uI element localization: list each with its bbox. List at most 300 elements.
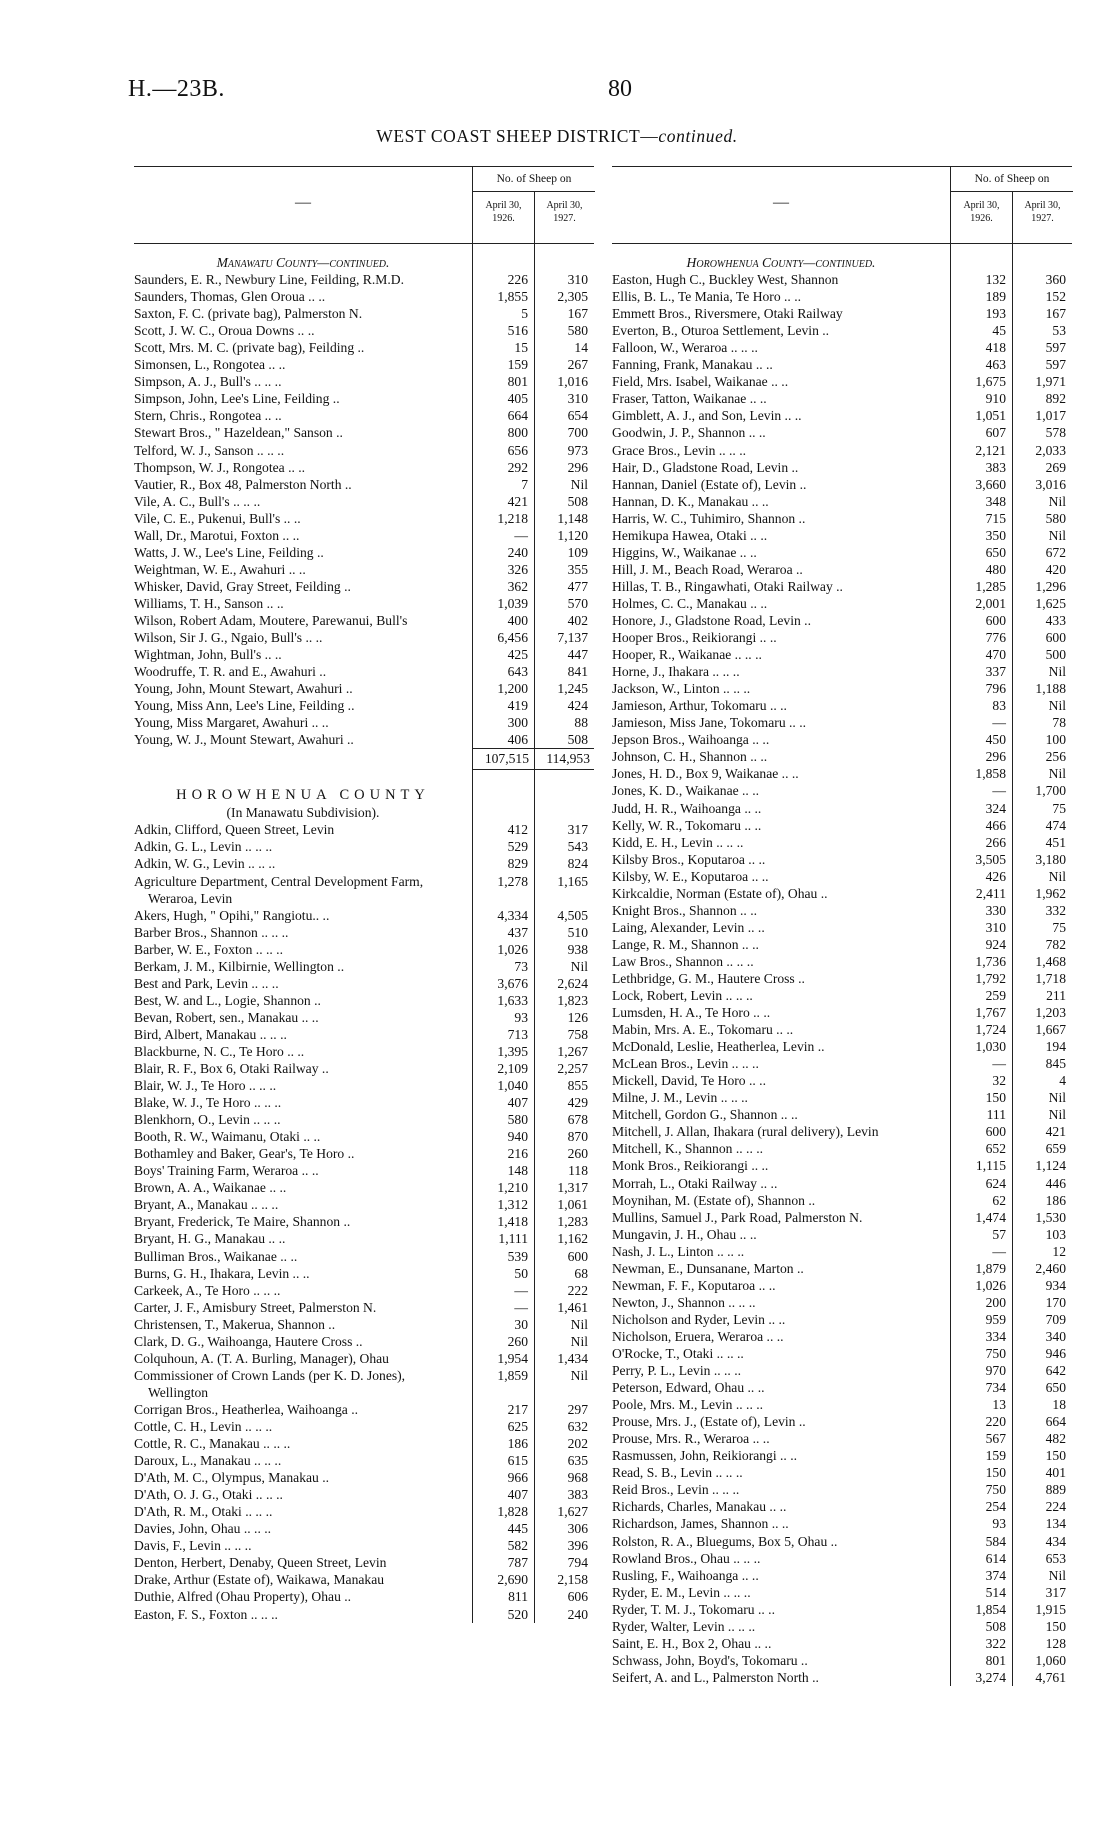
sheep-1926: 348 xyxy=(985,493,1006,509)
table-row xyxy=(134,510,594,527)
holder-name: Davis, F., Levin .. .. .. xyxy=(134,1538,252,1554)
sheep-1926: 1,675 xyxy=(975,374,1006,390)
table-row xyxy=(612,1669,1072,1686)
table-row xyxy=(612,987,1072,1004)
sheep-1926: 584 xyxy=(985,1533,1006,1549)
sheep-1926: 15 xyxy=(514,340,528,356)
holder-name: Rusling, F., Waihoanga .. .. xyxy=(612,1567,759,1583)
table-row xyxy=(612,305,1072,322)
sheep-1927: 224 xyxy=(1045,1499,1066,1515)
holder-name: Lange, R. M., Shannon .. .. xyxy=(612,936,759,952)
holder-name: Drake, Arthur (Estate of), Waikawa, Manakau xyxy=(134,1572,385,1588)
sheep-1927: 1,203 xyxy=(1035,1005,1066,1021)
sheep-1927: 240 xyxy=(567,1606,588,1622)
sheep-1927: 186 xyxy=(1045,1192,1066,1208)
sheep-1926: 200 xyxy=(985,1294,1006,1310)
table-row xyxy=(612,1106,1072,1123)
sheep-1927: 126 xyxy=(567,1009,588,1025)
table-row xyxy=(134,1316,594,1333)
sheep-1926: 3,660 xyxy=(975,476,1006,492)
holder-name: Saunders, E. R., Newbury Line, Feilding, R.M.D. xyxy=(134,272,404,288)
holder-name: Williams, T. H., Sanson .. .. xyxy=(134,595,284,611)
holder-name: Easton, F. S., Foxton .. .. .. xyxy=(134,1606,278,1622)
sheep-1926: 463 xyxy=(985,357,1006,373)
sheep-1927: 1,317 xyxy=(557,1180,588,1196)
table-row xyxy=(612,1055,1072,1072)
table-row xyxy=(612,1243,1072,1260)
sheep-1927: 4,505 xyxy=(557,907,588,923)
sheep-1926: 811 xyxy=(508,1589,528,1605)
table-row xyxy=(612,612,1072,629)
table-row xyxy=(612,595,1072,612)
table-row xyxy=(612,578,1072,595)
sheep-1927: 421 xyxy=(1045,1124,1066,1140)
table-row xyxy=(612,851,1072,868)
holder-name: Stern, Chris., Rongotea .. .. xyxy=(134,408,282,424)
holder-name: Cottle, R. C., Manakau .. .. .. xyxy=(134,1436,291,1452)
table-row xyxy=(612,1379,1072,1396)
sheep-1926: 13 xyxy=(992,1397,1006,1413)
sheep-1926: 1,026 xyxy=(975,1277,1006,1293)
sheep-1927: 1,468 xyxy=(1035,953,1066,969)
sheep-1927: 424 xyxy=(567,698,588,714)
sheep-1927: 946 xyxy=(1045,1346,1066,1361)
sheep-1927: Nil xyxy=(1048,1567,1066,1583)
sheep-1926: 189 xyxy=(985,289,1006,305)
holder-name: Bird, Albert, Manakau .. .. .. xyxy=(134,1026,287,1042)
sheep-1926: 425 xyxy=(507,647,528,663)
sheep-1927: 401 xyxy=(1045,1465,1066,1481)
sheep-1927: 68 xyxy=(574,1265,588,1281)
holder-name: Colquhoun, A. (T. A. Burling, Manager), Ohau xyxy=(134,1350,389,1366)
name-column-header: — xyxy=(773,194,789,211)
table-row xyxy=(134,1503,594,1520)
holder-name: Ryder, Walter, Levin .. .. .. xyxy=(612,1618,756,1634)
table-row xyxy=(612,424,1072,441)
holder-name: Young, W. J., Mount Stewart, Awahuri .. xyxy=(134,732,354,748)
sheep-1926: 83 xyxy=(992,698,1006,714)
sheep-1927: 2,033 xyxy=(1035,442,1066,458)
holder-name: Horne, J., Ihakara .. .. .. xyxy=(612,664,740,680)
sheep-1927: 88 xyxy=(574,715,588,731)
sheep-1927: Nil xyxy=(1048,664,1066,680)
sheep-1926: 567 xyxy=(985,1431,1006,1447)
table-row xyxy=(612,390,1072,407)
sheep-1926: 334 xyxy=(985,1328,1006,1344)
sheep-1927: 477 xyxy=(567,578,588,594)
holder-name: Corrigan Bros., Heatherlea, Waihoanga .. xyxy=(134,1401,359,1417)
table-row xyxy=(134,1213,594,1230)
sheep-1926: 970 xyxy=(985,1363,1006,1379)
page-number: 80 xyxy=(608,76,632,102)
table-row xyxy=(612,1652,1072,1669)
holder-name: Christensen, T., Makerua, Shannon .. xyxy=(134,1316,336,1332)
holder-name: Agriculture Department, Central Development Farm, Weraroa, Levin xyxy=(134,873,424,906)
sheep-1926: 132 xyxy=(985,272,1006,288)
sheep-1926: 73 xyxy=(514,958,528,974)
holder-name: Lumsden, H. A., Te Horo .. .. xyxy=(612,1005,771,1021)
holder-name: Boys' Training Farm, Weraroa .. .. xyxy=(134,1163,319,1179)
table-row xyxy=(612,748,1072,765)
sheep-1926: 1,026 xyxy=(497,941,528,957)
sheep-1927: 664 xyxy=(1045,1414,1066,1430)
holder-name: D'Ath, O. J. G., Otaki .. .. .. xyxy=(134,1487,283,1503)
holder-name: Ryder, T. M. J., Tokomaru .. .. xyxy=(612,1601,775,1617)
sheep-1926: 57 xyxy=(992,1226,1006,1242)
sheep-1927: Nil xyxy=(1048,766,1066,782)
sheep-1927: 446 xyxy=(1045,1175,1066,1191)
sheep-1926: 186 xyxy=(507,1436,528,1452)
sheep-count-group-header: No. of Sheep on xyxy=(472,167,595,192)
table-row xyxy=(134,288,594,305)
table-row xyxy=(612,919,1072,936)
table-row xyxy=(612,442,1072,459)
holder-name: Vautier, R., Box 48, Palmerston North .. xyxy=(134,476,352,492)
sheep-1926: — xyxy=(992,783,1006,799)
sheep-1926: 1,040 xyxy=(497,1078,528,1094)
holder-name: Jones, H. D., Box 9, Waikanae .. .. xyxy=(612,766,799,782)
table-row xyxy=(612,1430,1072,1447)
holder-name: Weightman, W. E., Awahuri .. .. xyxy=(134,561,306,577)
holder-name: Davies, John, Ohau .. .. .. xyxy=(134,1521,272,1537)
holder-name: Moynihan, M. (Estate of), Shannon .. xyxy=(612,1192,816,1208)
holder-name: Peterson, Edward, Ohau .. .. xyxy=(612,1380,765,1396)
sheep-1926: 406 xyxy=(507,732,528,748)
sheep-1927: 1,823 xyxy=(557,992,588,1008)
holder-name: Bryant, Frederick, Te Maire, Shannon .. xyxy=(134,1214,351,1230)
holder-name: Higgins, W., Waikanae .. .. xyxy=(612,544,757,560)
sheep-1927: 396 xyxy=(567,1538,588,1554)
holder-name: D'Ath, M. C., Olympus, Manakau .. xyxy=(134,1470,330,1486)
holder-name: Jamieson, Miss Jane, Tokomaru .. .. xyxy=(612,715,807,731)
holder-name: Burns, G. H., Ihakara, Levin .. .. xyxy=(134,1265,310,1281)
table-row xyxy=(134,1230,594,1247)
table-row xyxy=(612,782,1072,799)
table-row xyxy=(612,970,1072,987)
sheep-1927: 103 xyxy=(1045,1226,1066,1242)
holder-name: Bevan, Robert, sen., Manakau .. .. xyxy=(134,1009,319,1025)
sheep-1927: 654 xyxy=(567,408,588,424)
sheep-1926: 520 xyxy=(507,1606,528,1622)
sheep-1927: 383 xyxy=(567,1487,588,1503)
holder-name: Brown, A. A., Waikanae .. .. xyxy=(134,1180,287,1196)
sheep-1927: 1,148 xyxy=(557,510,588,526)
holder-name: Perry, P. L., Levin .. .. .. xyxy=(612,1363,742,1379)
sheep-1927: 4,761 xyxy=(1035,1669,1066,1685)
holder-name: Fraser, Tatton, Waikanae .. .. xyxy=(612,391,767,407)
sheep-1927: 402 xyxy=(567,612,588,628)
holder-name: Jackson, W., Linton .. .. .. xyxy=(612,681,751,697)
table-row xyxy=(134,1418,594,1435)
sheep-1926: 1,474 xyxy=(975,1209,1006,1225)
sheep-1926: 713 xyxy=(507,1026,528,1042)
holder-name: Simpson, John, Lee's Line, Feilding .. xyxy=(134,391,340,407)
sheep-1926: 1,879 xyxy=(975,1260,1006,1276)
table-row xyxy=(134,305,594,322)
sheep-1926: 405 xyxy=(507,391,528,407)
sheep-1927: 202 xyxy=(567,1436,588,1452)
table-row xyxy=(134,1145,594,1162)
sheep-1927: Nil xyxy=(570,1367,588,1383)
sheep-1926: 2,001 xyxy=(975,595,1006,611)
sheep-1927: 53 xyxy=(1052,323,1066,339)
sheep-1926: 643 xyxy=(507,664,528,680)
sheep-1927: 1,971 xyxy=(1035,374,1066,390)
sheep-1926: 516 xyxy=(507,323,528,339)
table-row xyxy=(134,924,594,941)
sheep-1926: 650 xyxy=(985,544,1006,560)
sheep-count-group-header: No. of Sheep on xyxy=(950,167,1073,192)
sheep-1927: 451 xyxy=(1045,834,1066,850)
sheep-1926: — xyxy=(992,715,1006,731)
sheep-1926: 220 xyxy=(985,1414,1006,1430)
holder-name: McLean Bros., Levin .. .. .. xyxy=(612,1056,759,1072)
holder-name: Easton, Hugh C., Buckley West, Shannon xyxy=(612,272,839,288)
table-row xyxy=(134,1299,594,1316)
sheep-1926: 600 xyxy=(985,1124,1006,1140)
sheep-1927: 1,700 xyxy=(1035,783,1066,799)
table-row xyxy=(612,1260,1072,1277)
sheep-1927: 75 xyxy=(1052,919,1066,935)
section-heading: Manawatu County—continued. xyxy=(216,255,390,270)
holder-name: Honore, J., Gladstone Road, Levin .. xyxy=(612,612,811,628)
holder-name: Newton, J., Shannon .. .. .. xyxy=(612,1294,756,1310)
holder-name: Thompson, W. J., Rongotea .. .. xyxy=(134,459,306,475)
sheep-1927: 659 xyxy=(1045,1141,1066,1157)
table-row xyxy=(134,1350,594,1367)
table-row xyxy=(612,1396,1072,1413)
sheep-1926: 310 xyxy=(985,919,1006,935)
sheep-1927: 75 xyxy=(1052,800,1066,816)
sheep-1926: 450 xyxy=(985,732,1006,748)
sheep-1927: 78 xyxy=(1052,715,1066,731)
sheep-1927: 578 xyxy=(1045,425,1066,441)
table-row xyxy=(612,510,1072,527)
sheep-1927: 510 xyxy=(567,924,588,940)
sheep-1927: 597 xyxy=(1045,340,1066,356)
sheep-1926: 1,633 xyxy=(497,992,528,1008)
sheep-1927: 678 xyxy=(567,1112,588,1128)
table-row xyxy=(134,1248,594,1265)
sheep-1926: 582 xyxy=(507,1538,528,1554)
sheep-1927: 758 xyxy=(567,1026,588,1042)
holder-name: Bryant, H. G., Manakau .. .. xyxy=(134,1231,286,1247)
sheep-1926: 615 xyxy=(507,1453,528,1469)
table-row xyxy=(134,612,594,629)
sheep-1926: 750 xyxy=(985,1346,1006,1361)
table-row xyxy=(134,1554,594,1571)
table-row xyxy=(612,1004,1072,1021)
holder-name: Falloon, W., Weraroa .. .. .. xyxy=(612,340,758,356)
table-row xyxy=(134,680,594,697)
sheep-1926: 2,411 xyxy=(975,885,1006,901)
sheep-1927: 128 xyxy=(1045,1635,1066,1651)
sheep-1927: Nil xyxy=(570,476,588,492)
sheep-1927: 109 xyxy=(567,544,588,560)
sheep-1926: 150 xyxy=(985,1465,1006,1481)
sheep-1926: 259 xyxy=(985,988,1006,1004)
holder-name: Wall, Dr., Marotui, Foxton .. .. xyxy=(134,527,300,543)
holder-name: Telford, W. J., Sanson .. .. .. xyxy=(134,442,285,458)
sheep-1927: 317 xyxy=(1045,1584,1066,1600)
table-row xyxy=(134,663,594,680)
sheep-1927: 310 xyxy=(567,272,588,288)
holder-name: Simonsen, L., Rongotea .. .. xyxy=(134,357,286,373)
sheep-1926: 1,854 xyxy=(975,1601,1006,1617)
holder-name: Kirkcaldie, Norman (Estate of), Ohau .. xyxy=(612,885,828,901)
sheep-1927: 269 xyxy=(1045,459,1066,475)
holder-name: Bryant, A., Manakau .. .. .. xyxy=(134,1197,279,1213)
table-row xyxy=(612,1175,1072,1192)
table-row xyxy=(612,1226,1072,1243)
holder-name: Ellis, B. L., Te Mania, Te Horo .. .. xyxy=(612,289,802,305)
sheep-1927: 1,625 xyxy=(1035,595,1066,611)
sheep-1926: 1,828 xyxy=(497,1504,528,1520)
table-row xyxy=(134,493,594,510)
sheep-1926: 1,278 xyxy=(497,873,528,889)
holder-name: Duthie, Alfred (Ohau Property), Ohau .. xyxy=(134,1589,352,1605)
sheep-1926: 337 xyxy=(985,664,1006,680)
sheep-1926: 62 xyxy=(992,1192,1006,1208)
table-row xyxy=(612,1481,1072,1498)
holder-name: Lethbridge, G. M., Hautere Cross .. xyxy=(612,970,805,986)
sheep-1926: 260 xyxy=(507,1333,528,1349)
sheep-1927: 360 xyxy=(1045,272,1066,288)
sheep-1926: 266 xyxy=(985,834,1006,850)
sheep-1926: 1,200 xyxy=(497,681,528,697)
sheep-1926: 1,395 xyxy=(497,1043,528,1059)
holder-name: Blake, W. J., Te Horo .. .. .. xyxy=(134,1095,282,1111)
table-row xyxy=(612,1464,1072,1481)
table-row xyxy=(612,953,1072,970)
sheep-1927: Nil xyxy=(1048,1090,1066,1106)
table-row xyxy=(134,838,594,855)
sheep-1927: 1,124 xyxy=(1035,1158,1066,1174)
table-row xyxy=(134,992,594,1009)
sheep-1926: 514 xyxy=(985,1584,1006,1600)
holder-name: Commissioner of Crown Lands (per K. D. Jones), Wellington xyxy=(134,1367,406,1400)
holder-name: Rowland Bros., Ohau .. .. .. xyxy=(612,1550,761,1566)
table-row xyxy=(134,1452,594,1469)
sheep-1926: 800 xyxy=(507,425,528,441)
table-row xyxy=(612,663,1072,680)
table-row xyxy=(612,1072,1072,1089)
table-row xyxy=(612,544,1072,561)
sheep-1926: 437 xyxy=(507,924,528,940)
sheep-1926: 30 xyxy=(514,1316,528,1332)
table-row xyxy=(612,697,1072,714)
sheep-1927: 434 xyxy=(1045,1533,1066,1549)
holder-name: Hooper Bros., Reikiorangi .. .. xyxy=(612,630,777,646)
table-row xyxy=(134,1111,594,1128)
table-row xyxy=(134,407,594,424)
page-title: WEST COAST SHEEP DISTRICT—continued. xyxy=(376,126,738,146)
sheep-1927: 1,120 xyxy=(557,527,588,543)
sheep-1927: 1,627 xyxy=(557,1504,588,1520)
table-row xyxy=(134,1196,594,1213)
sheep-1927: 332 xyxy=(1045,902,1066,918)
sheep-1926: 480 xyxy=(985,561,1006,577)
holder-name: Gimblett, A. J., and Son, Levin .. .. xyxy=(612,408,802,424)
sheep-1927: 606 xyxy=(567,1589,588,1605)
holder-name: Adkin, G. L., Levin .. .. .. xyxy=(134,839,273,855)
sheep-1927: 1,915 xyxy=(1035,1601,1066,1617)
holder-name: Saxton, F. C. (private bag), Palmerston N. xyxy=(134,306,363,322)
holder-name: Harris, W. C., Tuhimiro, Shannon .. xyxy=(612,510,806,526)
holder-name: Emmett Bros., Riversmere, Otaki Railway xyxy=(612,306,843,322)
table-row xyxy=(134,1282,594,1299)
right-table-header xyxy=(612,166,1072,244)
table-row xyxy=(612,1515,1072,1532)
sheep-1926: 508 xyxy=(985,1618,1006,1634)
table-row xyxy=(612,271,1072,288)
table-row xyxy=(612,476,1072,493)
left-column xyxy=(134,166,594,1623)
left-table-header xyxy=(134,166,594,244)
holder-name: Akers, Hugh, " Opihi," Rangiotu.. .. xyxy=(134,907,330,923)
table-row xyxy=(134,322,594,339)
holder-name: Mitchell, J. Allan, Ihakara (rural delivery), Levin xyxy=(612,1124,879,1140)
sheep-1927: 1,718 xyxy=(1035,970,1066,986)
holder-name: Adkin, W. G., Levin .. .. .. xyxy=(134,856,276,872)
sheep-1926: 750 xyxy=(985,1482,1006,1498)
table-row xyxy=(612,902,1072,919)
holder-name: Hooper, R., Waikanae .. .. .. xyxy=(612,647,762,663)
holder-name: Kidd, E. H., Levin .. .. .. xyxy=(612,834,744,850)
sheep-1926: 445 xyxy=(507,1521,528,1537)
table-row xyxy=(612,1584,1072,1601)
sheep-1926: 7 xyxy=(521,476,528,492)
sheep-1926: 1,855 xyxy=(497,289,528,305)
sheep-1926: 292 xyxy=(507,459,528,475)
sheep-1926: — xyxy=(514,1299,528,1315)
table-row xyxy=(612,1328,1072,1345)
holder-name: Denton, Herbert, Denaby, Queen Street, Levin xyxy=(134,1555,387,1571)
holder-name: Young, John, Mount Stewart, Awahuri .. xyxy=(134,681,353,697)
table-row xyxy=(612,1533,1072,1550)
table-row xyxy=(134,459,594,476)
sheep-1927: 4 xyxy=(1059,1073,1066,1089)
sheep-1926: 350 xyxy=(985,527,1006,543)
sheep-1927: 570 xyxy=(567,595,588,611)
sheep-1927: 2,158 xyxy=(557,1572,588,1588)
sheep-1926: 407 xyxy=(507,1095,528,1111)
table-row xyxy=(612,1498,1072,1515)
totals-row: 107,515 114,953 xyxy=(472,748,594,770)
sheep-1926: 193 xyxy=(985,306,1006,322)
table-row xyxy=(612,680,1072,697)
sheep-1926: 1,312 xyxy=(497,1197,528,1213)
holder-name: Best, W. and L., Logie, Shannon .. xyxy=(134,992,321,1008)
sheep-1927: 100 xyxy=(1045,732,1066,748)
sheep-1927: 310 xyxy=(567,391,588,407)
sheep-1926: 324 xyxy=(985,800,1006,816)
table-row xyxy=(612,527,1072,544)
sheep-1927: 870 xyxy=(567,1129,588,1145)
holder-name: Scott, Mrs. M. C. (private bag), Feilding .. xyxy=(134,340,365,356)
sheep-1926: 3,505 xyxy=(975,851,1006,867)
sheep-1926: 50 xyxy=(514,1265,528,1281)
table-row xyxy=(612,1618,1072,1635)
holder-name: Monk Bros., Reikiorangi .. .. xyxy=(612,1158,769,1174)
table-row xyxy=(612,1601,1072,1618)
holder-name: Richardson, James, Shannon .. .. xyxy=(612,1516,789,1532)
holder-name: Kilsby Bros., Koputaroa .. .. xyxy=(612,851,766,867)
sheep-1926: 418 xyxy=(985,340,1006,356)
sheep-1927: 1,283 xyxy=(557,1214,588,1230)
sheep-1926: 940 xyxy=(507,1129,528,1145)
right-column xyxy=(612,166,1072,1686)
